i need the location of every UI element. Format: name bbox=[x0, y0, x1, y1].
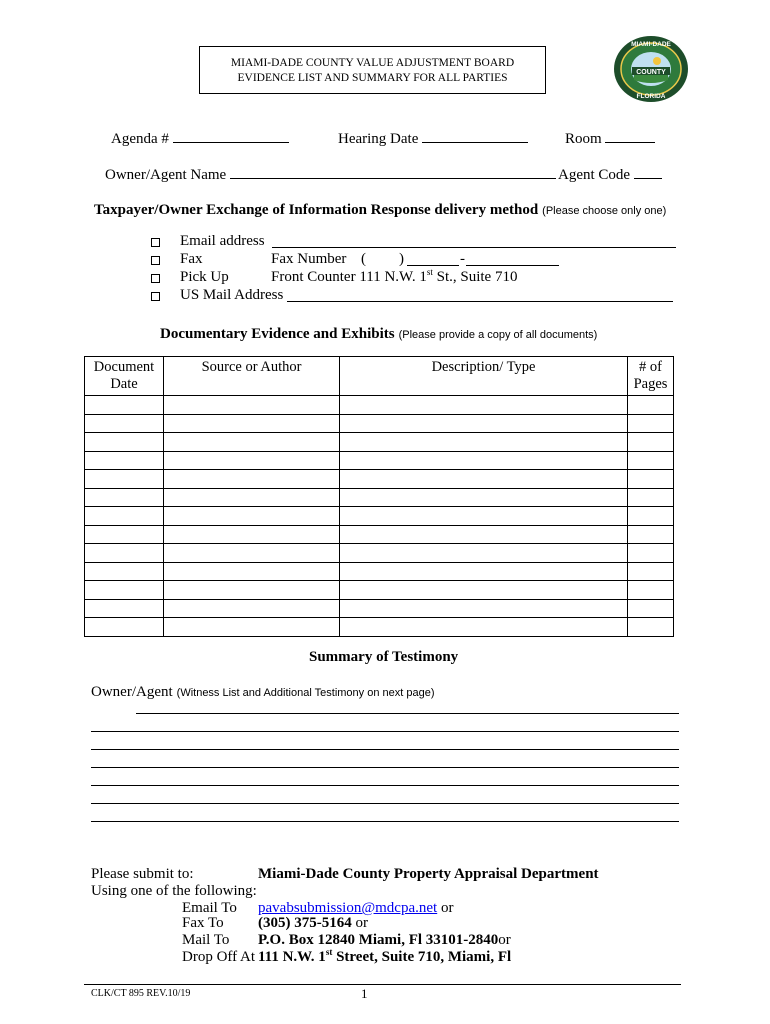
document-date-cell[interactable] bbox=[85, 525, 164, 544]
mail-or: or bbox=[498, 932, 511, 948]
source-author-cell[interactable] bbox=[164, 562, 340, 581]
pages-cell[interactable] bbox=[628, 581, 674, 600]
email-checkbox[interactable] bbox=[151, 238, 160, 247]
document-date-cell[interactable] bbox=[85, 488, 164, 507]
agenda-field[interactable] bbox=[111, 130, 289, 148]
testimony-line[interactable] bbox=[91, 803, 679, 804]
document-date-cell[interactable] bbox=[85, 414, 164, 433]
testimony-line[interactable] bbox=[91, 767, 679, 768]
pages-cell[interactable] bbox=[628, 396, 674, 415]
evidence-header-row bbox=[85, 357, 674, 396]
seal-top-text: MIAMI-DADE bbox=[631, 41, 671, 48]
description-type-cell[interactable] bbox=[340, 488, 628, 507]
evidence-heading: Documentary Evidence and Exhibits bbox=[160, 326, 395, 342]
pages-cell[interactable] bbox=[628, 451, 674, 470]
source-author-cell[interactable] bbox=[164, 525, 340, 544]
description-type-cell[interactable] bbox=[340, 525, 628, 544]
fax-area-close: ) bbox=[399, 251, 404, 267]
source-author-cell[interactable] bbox=[164, 433, 340, 452]
agenda-line[interactable] bbox=[173, 130, 289, 143]
seal-county-text: COUNTY bbox=[636, 69, 666, 76]
testimony-owner-note: (Witness List and Additional Testimony on next page) bbox=[176, 687, 435, 699]
evidence-row bbox=[85, 396, 674, 415]
fax-or: or bbox=[355, 915, 368, 931]
pages-cell[interactable] bbox=[628, 414, 674, 433]
testimony-line[interactable] bbox=[91, 785, 679, 786]
delivery-note: (Please choose only one) bbox=[542, 205, 667, 217]
using-following-text: Using one of the following: bbox=[91, 883, 257, 899]
fax-number-label: Fax Number bbox=[271, 251, 347, 267]
us-mail-line[interactable] bbox=[287, 289, 673, 302]
department-name: Miami-Dade County Property Appraisal Department bbox=[258, 866, 599, 882]
seal-bottom-text: FLORIDA bbox=[636, 93, 666, 100]
source-author-cell[interactable] bbox=[164, 599, 340, 618]
testimony-owner-row bbox=[91, 683, 435, 701]
description-type-cell[interactable] bbox=[340, 507, 628, 526]
evidence-row bbox=[85, 488, 674, 507]
document-date-cell[interactable] bbox=[85, 396, 164, 415]
col-source-author-text: Source or Author bbox=[201, 359, 302, 375]
col-document-date-line1: Document bbox=[93, 359, 155, 375]
document-date-cell[interactable] bbox=[85, 618, 164, 637]
pages-cell[interactable] bbox=[628, 599, 674, 618]
pickup-address-sup: st bbox=[426, 267, 433, 277]
pickup-checkbox[interactable] bbox=[151, 274, 160, 283]
drop-off-city: , Miami, Fl bbox=[440, 949, 512, 965]
source-author-cell[interactable] bbox=[164, 451, 340, 470]
room-label: Room bbox=[565, 131, 602, 147]
document-date-cell[interactable] bbox=[85, 544, 164, 563]
source-author-cell[interactable] bbox=[164, 470, 340, 489]
form-title-line1: MIAMI-DADE COUNTY VALUE ADJUSTMENT BOARD bbox=[230, 57, 515, 69]
email-to-label: Email To bbox=[182, 900, 237, 916]
fax-to-row bbox=[258, 915, 368, 932]
pages-cell[interactable] bbox=[628, 618, 674, 637]
description-type-cell[interactable] bbox=[340, 470, 628, 489]
pages-cell[interactable] bbox=[628, 562, 674, 581]
testimony-heading: Summary of Testimony bbox=[309, 649, 459, 665]
pages-cell[interactable] bbox=[628, 525, 674, 544]
fax-label: Fax bbox=[180, 251, 203, 267]
testimony-owner-label: Owner/Agent bbox=[91, 684, 173, 700]
email-address-line[interactable] bbox=[272, 235, 676, 248]
evidence-row bbox=[85, 470, 674, 489]
agenda-label: Agenda # bbox=[111, 131, 169, 147]
owner-agent-name-field[interactable] bbox=[105, 166, 556, 184]
pages-cell[interactable] bbox=[628, 470, 674, 489]
mail-to-row bbox=[258, 932, 511, 949]
document-date-cell[interactable] bbox=[85, 470, 164, 489]
evidence-row bbox=[85, 544, 674, 563]
owner-agent-name-line[interactable] bbox=[230, 166, 556, 179]
page-number: 1 bbox=[361, 986, 368, 1001]
county-seal-logo bbox=[612, 34, 690, 104]
col-pages bbox=[628, 357, 674, 396]
delivery-heading-row bbox=[94, 201, 666, 219]
hearing-date-field[interactable] bbox=[338, 130, 528, 148]
pages-cell[interactable] bbox=[628, 544, 674, 563]
pages-cell[interactable] bbox=[628, 507, 674, 526]
fax-to-label: Fax To bbox=[182, 915, 224, 931]
us-mail-label: US Mail Address bbox=[180, 287, 284, 303]
source-author-cell[interactable] bbox=[164, 618, 340, 637]
source-author-cell[interactable] bbox=[164, 414, 340, 433]
testimony-line[interactable] bbox=[91, 731, 679, 732]
room-line[interactable] bbox=[605, 130, 655, 143]
evidence-row bbox=[85, 618, 674, 637]
mail-to-address: P.O. Box 12840 Miami, Fl 33101-2840 bbox=[258, 932, 499, 948]
pickup-address-suite: St., Suite 710 bbox=[432, 269, 518, 285]
drop-off-street: 111 N.W. 1 bbox=[258, 949, 326, 965]
agent-code-field[interactable] bbox=[558, 166, 662, 184]
option-us-mail[interactable] bbox=[151, 287, 284, 306]
option-fax[interactable] bbox=[151, 251, 465, 270]
document-date-cell[interactable] bbox=[85, 562, 164, 581]
pickup-location bbox=[271, 269, 517, 286]
col-description-type-text: Description/ Type bbox=[431, 359, 536, 375]
option-pickup[interactable] bbox=[151, 267, 518, 288]
us-mail-checkbox[interactable] bbox=[151, 292, 160, 301]
pages-cell[interactable] bbox=[628, 433, 674, 452]
evidence-row bbox=[85, 562, 674, 581]
document-date-cell[interactable] bbox=[85, 433, 164, 452]
description-type-cell[interactable] bbox=[340, 581, 628, 600]
document-date-cell[interactable] bbox=[85, 451, 164, 470]
col-source-author bbox=[164, 357, 340, 396]
delivery-heading: Taxpayer/Owner Exchange of Information Response delivery method bbox=[94, 202, 539, 218]
evidence-row bbox=[85, 525, 674, 544]
email-or: or bbox=[440, 900, 454, 916]
fax-dash: - bbox=[460, 251, 465, 267]
document-date-cell[interactable] bbox=[85, 507, 164, 526]
form-title-box bbox=[199, 46, 546, 94]
testimony-line[interactable] bbox=[91, 749, 679, 750]
evidence-row bbox=[85, 581, 674, 600]
description-type-cell[interactable] bbox=[340, 433, 628, 452]
form-title-line2: EVIDENCE LIST AND SUMMARY FOR ALL PARTIES bbox=[237, 72, 508, 84]
evidence-heading-row bbox=[160, 325, 597, 343]
col-pages-line1: # of bbox=[639, 359, 662, 375]
owner-agent-name-label: Owner/Agent Name bbox=[105, 167, 227, 183]
col-description-type bbox=[340, 357, 628, 396]
description-type-cell[interactable] bbox=[340, 599, 628, 618]
agent-code-line[interactable] bbox=[634, 166, 662, 179]
evidence-row bbox=[85, 433, 674, 452]
submission-email-link[interactable]: pavabsubmission@mdcpa.net bbox=[258, 900, 438, 916]
document-date-cell[interactable] bbox=[85, 599, 164, 618]
source-author-cell[interactable] bbox=[164, 488, 340, 507]
pickup-address-text: Front Counter 111 N.W. 1 bbox=[271, 269, 427, 285]
fax-area-open: ( bbox=[361, 251, 366, 267]
description-type-cell[interactable] bbox=[340, 544, 628, 563]
description-type-cell[interactable] bbox=[340, 562, 628, 581]
source-author-cell[interactable] bbox=[164, 507, 340, 526]
testimony-line[interactable] bbox=[136, 713, 679, 714]
evidence-row bbox=[85, 599, 674, 618]
fax-suffix-line[interactable] bbox=[466, 253, 559, 266]
pages-cell[interactable] bbox=[628, 488, 674, 507]
source-author-cell[interactable] bbox=[164, 544, 340, 563]
option-email[interactable] bbox=[151, 233, 265, 252]
fax-prefix-line[interactable] bbox=[407, 253, 459, 266]
drop-off-address bbox=[258, 949, 511, 966]
please-submit-text: Please submit to: bbox=[91, 866, 194, 882]
pickup-label: Pick Up bbox=[180, 269, 229, 285]
footer-rule bbox=[84, 984, 681, 985]
drop-off-label: Drop Off At bbox=[182, 949, 256, 965]
form-id: CLK/CT 895 REV.10/19 bbox=[91, 988, 191, 999]
description-type-cell[interactable] bbox=[340, 618, 628, 637]
fax-to-number: (305) 375-5164 bbox=[258, 915, 352, 931]
evidence-note: (Please provide a copy of all documents) bbox=[398, 329, 598, 341]
source-author-cell[interactable] bbox=[164, 396, 340, 415]
mail-to-label: Mail To bbox=[182, 932, 230, 948]
description-type-cell[interactable] bbox=[340, 396, 628, 415]
room-field[interactable] bbox=[565, 130, 655, 148]
fax-checkbox[interactable] bbox=[151, 256, 160, 265]
hearing-date-label: Hearing Date bbox=[338, 131, 419, 147]
source-author-cell[interactable] bbox=[164, 581, 340, 600]
drop-off-suite: Street, Suite 710 bbox=[332, 949, 441, 965]
drop-off-sup: st bbox=[325, 947, 333, 957]
email-label: Email address bbox=[180, 233, 265, 249]
description-type-cell[interactable] bbox=[340, 451, 628, 470]
evidence-row bbox=[85, 414, 674, 433]
evidence-row bbox=[85, 451, 674, 470]
testimony-line[interactable] bbox=[91, 821, 679, 822]
col-document-date bbox=[85, 357, 164, 396]
agent-code-label: Agent Code bbox=[558, 167, 631, 183]
col-document-date-line2: Date bbox=[110, 376, 138, 392]
hearing-date-line[interactable] bbox=[422, 130, 528, 143]
document-date-cell[interactable] bbox=[85, 581, 164, 600]
evidence-row bbox=[85, 507, 674, 526]
evidence-table bbox=[84, 356, 674, 637]
description-type-cell[interactable] bbox=[340, 414, 628, 433]
col-pages-line2: Pages bbox=[633, 376, 668, 392]
